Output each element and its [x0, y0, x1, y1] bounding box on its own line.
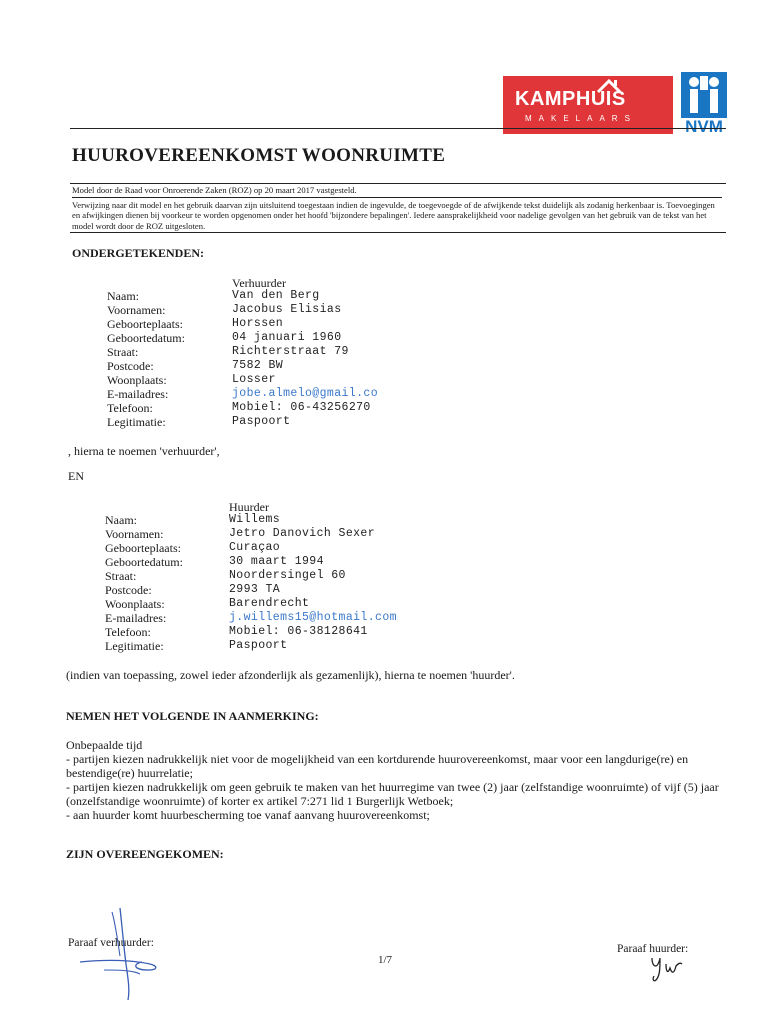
- disclaimer-rule: [70, 232, 726, 233]
- huurder-signature-icon: [648, 952, 690, 984]
- huurder-straat-value: Noordersingel 60: [229, 569, 346, 582]
- huurder-telefoon-label: Telefoon:: [105, 625, 151, 639]
- header-rule: [70, 128, 726, 129]
- verhuurder-role: Verhuurder: [232, 276, 286, 290]
- huurder-voornamen-value: Jetro Danovich Sexer: [229, 527, 376, 540]
- verhuurder-voornamen-value: Jacobus Elisias: [232, 303, 342, 316]
- huurder-postcode-value: 2993 TA: [229, 583, 281, 596]
- verhuurder-geboortedatum-value: 04 januari 1960: [232, 331, 342, 344]
- verhuurder-legitimatie-label: Legitimatie:: [107, 415, 166, 429]
- verhuurder-postcode-value: 7582 BW: [232, 359, 284, 372]
- overeengekomen-heading: ZIJN OVEREENGEKOMEN:: [66, 847, 224, 861]
- verhuurder-noemen: , hierna te noemen 'verhuurder',: [68, 444, 220, 458]
- model-disclaimer: [72, 185, 722, 231]
- verhuurder-signature-icon: [76, 904, 166, 1004]
- verhuurder-woonplaats-value: Losser: [232, 373, 276, 386]
- aanmerking-point-3: - aan huurder komt huurbescherming toe vanaf aanvang huurovereenkomst;: [66, 808, 430, 822]
- huurder-straat-label: Straat:: [105, 569, 137, 583]
- verhuurder-geboorteplaats-value: Horssen: [232, 317, 284, 330]
- verhuurder-telefoon-label: Telefoon:: [107, 401, 153, 415]
- verhuurder-naam-value: Van den Berg: [232, 289, 320, 302]
- verhuurder-telefoon-value: Mobiel: 06-43256270: [232, 401, 371, 414]
- aanmerking-body: [66, 738, 728, 822]
- huurder-woonplaats-label: Woonplaats:: [105, 597, 165, 611]
- nvm-logo-mark-icon: [681, 72, 727, 118]
- huurder-geboorteplaats-value: Curaçao: [229, 541, 281, 554]
- en-separator: EN: [68, 469, 84, 483]
- huurder-legitimatie-label: Legitimatie:: [105, 639, 164, 653]
- verhuurder-naam-label: Naam:: [107, 289, 139, 303]
- verhuurder-woonplaats-label: Woonplaats:: [107, 373, 167, 387]
- verhuurder-postcode-label: Postcode:: [107, 359, 154, 373]
- huurder-noemen: (indien van toepassing, zowel ieder afzonderlijk als gezamenlijk), hierna te noemen 'huurder'.: [66, 668, 515, 682]
- disclaimer-line-1: Model door de Raad voor Onroerende Zaken (ROZ) op 20 maart 2017 vastgesteld.: [72, 185, 722, 198]
- page-number: 1/7: [378, 954, 393, 966]
- aanmerking-point-1: - partijen kiezen nadrukkelijk niet voor de mogelijkheid van een kortdurende huurovereenkomst, maar voor een langdurige(re) en bestendige(re) huurrelatie;: [66, 752, 689, 780]
- document-title: HUUROVEREENKOMST WOONRUIMTE: [72, 145, 446, 166]
- huurder-geboorteplaats-label: Geboorteplaats:: [105, 541, 181, 555]
- huurder-voornamen-label: Voornamen:: [105, 527, 164, 541]
- verhuurder-straat-label: Straat:: [107, 345, 139, 359]
- huurder-geboortedatum-label: Geboortedatum:: [105, 555, 183, 569]
- huurder-email-link[interactable]: j.willems15@hotmail.com: [229, 611, 397, 624]
- kamphuis-logo-name: KAMPHUIS: [515, 88, 626, 110]
- huurder-naam-label: Naam:: [105, 513, 137, 527]
- verhuurder-straat-value: Richterstraat 79: [232, 345, 349, 358]
- paraaf-verhuurder-label: Paraaf verhuurder:: [68, 937, 154, 949]
- huurder-legitimatie-value: Paspoort: [229, 639, 288, 652]
- verhuurder-email-link[interactable]: jobe.almelo@gmail.co: [232, 387, 379, 400]
- huurder-role: Huurder: [229, 500, 269, 514]
- aanmerking-point-2: - partijen kiezen nadrukkelijk om geen gebruik te maken van het huurregime van twee (2) jaar (zelfstandige woonruimte) of vijf (5) jaar (onzelfstandige woonruimte) of korter ex artikel 7:271 lid 1 Burgerlijk Wetboek;: [66, 780, 719, 808]
- verhuurder-geboortedatum-label: Geboortedatum:: [107, 331, 185, 345]
- nvm-logo-text: NVM: [685, 117, 723, 136]
- verhuurder-voornamen-label: Voornamen:: [107, 303, 166, 317]
- huurder-telefoon-value: Mobiel: 06-38128641: [229, 625, 368, 638]
- verhuurder-geboorteplaats-label: Geboorteplaats:: [107, 317, 183, 331]
- aanmerking-heading: NEMEN HET VOLGENDE IN AANMERKING:: [66, 709, 319, 723]
- verhuurder-email-label: E-mailadres:: [107, 387, 169, 401]
- ondergetekenden-heading: ONDERGETEKENDEN:: [72, 246, 205, 260]
- aanmerking-subheading: Onbepaalde tijd: [66, 738, 143, 752]
- huurder-email-label: E-mailadres:: [105, 611, 167, 625]
- verhuurder-legitimatie-value: Paspoort: [232, 415, 291, 428]
- paraaf-huurder-label: Paraaf huurder:: [617, 943, 689, 955]
- huurder-postcode-label: Postcode:: [105, 583, 152, 597]
- title-rule: [70, 183, 726, 184]
- kamphuis-logo-subtitle: MAKELAARS: [525, 114, 637, 123]
- huurder-woonplaats-value: Barendrecht: [229, 597, 310, 610]
- disclaimer-line-2: Verwijzing naar dit model en het gebruik daarvan zijn uitsluitend toegestaan indien de ingevulde, de toegevoegde of de afwijkende tekst duidelijk als zodanig herkenbaar is. Toevoegingen en afwijkingen dienen bij voorkeur te worden opgenomen onder het hoofd 'bijzondere bepalingen'. Iedere aansprakelijkheid voor nadelige gevolgen van het gebruik van de tekst van het model wordt door de ROZ uitgesloten.: [72, 199, 715, 231]
- huurder-geboortedatum-value: 30 maart 1994: [229, 555, 324, 568]
- huurder-naam-value: Willems: [229, 513, 281, 526]
